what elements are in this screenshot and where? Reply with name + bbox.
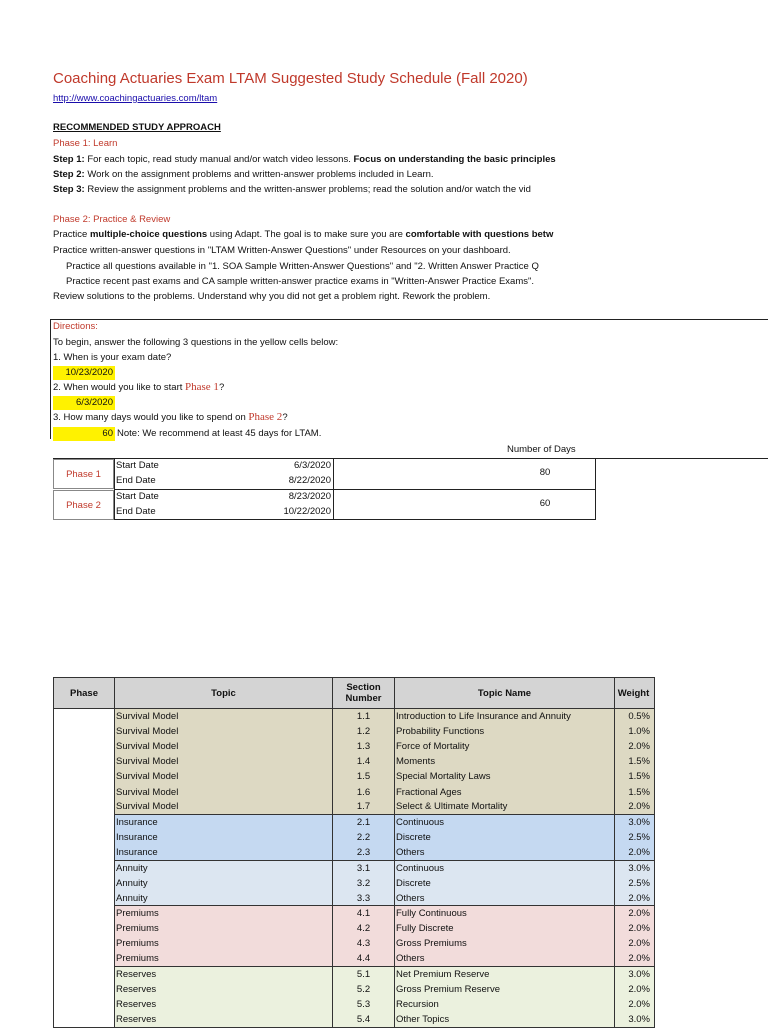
phase1-start-cell[interactable]	[53, 396, 115, 410]
number-of-days: 60	[539, 498, 551, 509]
phase-cell	[54, 921, 115, 936]
weight-cell: 2.0%	[615, 997, 655, 1012]
q2-suffix: ?	[218, 382, 225, 393]
topic-cell: Annuity	[115, 876, 333, 891]
topic-name-cell: Others	[395, 845, 615, 860]
section-cell: 3.3	[333, 891, 395, 906]
website-link[interactable]: http://www.coachingactuaries.com/ltam	[53, 93, 218, 104]
table-row	[54, 860, 655, 875]
number-of-days: 80	[539, 467, 551, 478]
header-weight: Weight	[615, 678, 655, 709]
phase-cell	[54, 860, 115, 875]
q2-prefix: 2. When would you like to start	[53, 382, 186, 393]
p2-line1-c: using Adapt. The goal is to make sure you are	[207, 229, 406, 240]
topic-name-cell: Select & Ultimate Mortality	[395, 800, 615, 815]
phase-cell	[54, 754, 115, 769]
table-row	[54, 784, 655, 799]
table-row	[54, 709, 655, 724]
step2-text: Work on the assignment problems and written-answer problems included in Learn.	[84, 169, 434, 180]
directions-top-border	[50, 319, 768, 320]
phase-cell	[54, 815, 115, 830]
topic-name-cell: Fully Discrete	[395, 921, 615, 936]
topic-name-cell: Other Topics	[395, 1012, 615, 1027]
start-label: Start Date	[116, 491, 159, 502]
phase-cell	[54, 845, 115, 860]
phase-table-bottom-border	[53, 519, 595, 520]
topic-name-cell: Introduction to Life Insurance and Annuity	[395, 709, 615, 724]
weight-cell: 2.0%	[615, 739, 655, 754]
phase-cell	[54, 739, 115, 754]
p2-line1-a: Practice	[53, 229, 90, 240]
section-cell: 4.2	[333, 921, 395, 936]
phase-cell	[54, 952, 115, 967]
section-cell: 1.7	[333, 800, 395, 815]
section-cell: 1.1	[333, 709, 395, 724]
table-row	[54, 906, 655, 921]
phase-cell	[54, 784, 115, 799]
q3-suffix: ?	[282, 412, 288, 423]
weight-cell: 0.5%	[615, 709, 655, 724]
section-cell: 4.4	[333, 952, 395, 967]
step1-line	[53, 154, 556, 165]
phase-cell	[54, 906, 115, 921]
table-row	[54, 754, 655, 769]
weight-cell: 3.0%	[615, 860, 655, 875]
weight-cell: 2.0%	[615, 906, 655, 921]
header-phase: Phase	[54, 678, 115, 709]
weight-cell: 2.0%	[615, 891, 655, 906]
schedule-table	[53, 677, 655, 1028]
table-row	[54, 891, 655, 906]
phase2-line1	[53, 229, 553, 240]
question-1: 1. When is your exam date?	[53, 352, 172, 363]
directions-heading: Directions:	[53, 321, 98, 332]
weight-cell: 1.5%	[615, 754, 655, 769]
topic-cell: Annuity	[115, 860, 333, 875]
exam-date-value: 10/23/2020	[65, 367, 113, 378]
phase2-days-cell[interactable]	[53, 427, 115, 441]
section-cell: 1.6	[333, 784, 395, 799]
topic-name-cell: Others	[395, 891, 615, 906]
end-date: 8/22/2020	[288, 475, 331, 486]
start-date: 6/3/2020	[294, 460, 331, 471]
weight-cell: 2.5%	[615, 830, 655, 845]
phase-table-right-border	[595, 458, 596, 520]
step3-line	[53, 184, 531, 195]
table-row	[54, 876, 655, 891]
topic-cell: Survival Model	[115, 724, 333, 739]
section-cell: 1.5	[333, 769, 395, 784]
weight-cell: 2.0%	[615, 952, 655, 967]
topic-cell: Reserves	[115, 997, 333, 1012]
end-label: End Date	[116, 506, 156, 517]
table-row	[54, 921, 655, 936]
q3-phase: Phase 2	[248, 411, 283, 423]
topic-cell: Insurance	[115, 830, 333, 845]
exam-date-cell[interactable]	[53, 366, 115, 380]
table-row	[54, 769, 655, 784]
topic-cell: Reserves	[115, 982, 333, 997]
table-row	[54, 830, 655, 845]
topic-name-cell: Force of Mortality	[395, 739, 615, 754]
phase2-heading: Phase 2: Practice & Review	[53, 214, 171, 225]
topic-name-cell: Discrete	[395, 830, 615, 845]
page-title: Coaching Actuaries Exam LTAM Suggested Study Schedule (Fall 2020)	[53, 70, 528, 87]
weight-cell: 2.0%	[615, 936, 655, 951]
topic-name-cell: Probability Functions	[395, 724, 615, 739]
topic-cell: Reserves	[115, 967, 333, 982]
phase-label: Phase 1	[53, 459, 114, 489]
step1-label: Step 1:	[53, 154, 85, 165]
topic-cell: Annuity	[115, 891, 333, 906]
directions-left-border	[50, 319, 51, 439]
phase2-line4: Practice recent past exams and CA sample written-answer practice exams in "Written-Answer Practice Exams".	[66, 276, 535, 287]
weight-cell: 3.0%	[615, 815, 655, 830]
step1-bold: Focus on understanding the basic principles	[353, 154, 556, 165]
weight-cell: 2.0%	[615, 800, 655, 815]
topic-name-cell: Net Premium Reserve	[395, 967, 615, 982]
topic-cell: Survival Model	[115, 784, 333, 799]
weight-cell: 2.0%	[615, 845, 655, 860]
phase2-days-value: 60	[102, 428, 113, 439]
q3-prefix: 3. How many days would you like to spend on	[53, 412, 249, 423]
start-label: Start Date	[116, 460, 159, 471]
section-cell: 4.1	[333, 906, 395, 921]
phase-cell	[54, 709, 115, 724]
topic-name-cell: Fully Continuous	[395, 906, 615, 921]
topic-cell: Insurance	[115, 815, 333, 830]
approach-heading: RECOMMENDED STUDY APPROACH	[53, 122, 221, 133]
section-cell: 2.2	[333, 830, 395, 845]
p2-line1-d: comfortable with questions betw	[405, 229, 554, 240]
phase-cell	[54, 800, 115, 815]
topic-cell: Premiums	[115, 952, 333, 967]
phase-cell	[54, 876, 115, 891]
schedule-body	[54, 709, 655, 1028]
topic-cell: Premiums	[115, 906, 333, 921]
recommendation-note: Note: We recommend at least 45 days for LTAM.	[117, 428, 322, 439]
topic-cell: Survival Model	[115, 739, 333, 754]
end-label: End Date	[116, 475, 156, 486]
section-cell: 5.2	[333, 982, 395, 997]
phase2-line2: Practice written-answer questions in "LTAM Written-Answer Questions" under Resources on your dashboard.	[53, 245, 511, 256]
q2-phase: Phase 1	[185, 381, 219, 393]
phase-table-divider	[114, 489, 595, 490]
table-row	[54, 724, 655, 739]
table-row	[54, 967, 655, 982]
table-row	[54, 739, 655, 754]
phase1-heading: Phase 1: Learn	[53, 138, 118, 149]
table-row	[54, 845, 655, 860]
topic-cell: Survival Model	[115, 800, 333, 815]
section-cell: 5.1	[333, 967, 395, 982]
question-2	[53, 381, 224, 393]
phase2-line3: Practice all questions available in "1. SOA Sample Written-Answer Questions" and "2. Written Answer Practice Q	[66, 261, 539, 272]
phase-label: Phase 2	[53, 490, 114, 520]
weight-cell: 2.0%	[615, 982, 655, 997]
step3-text: Review the assignment problems and the written-answer problems; read the solution and/or watch the vid	[84, 184, 531, 195]
topic-name-cell: Continuous	[395, 815, 615, 830]
phase-cell	[54, 982, 115, 997]
section-cell: 3.1	[333, 860, 395, 875]
step1-text: For each topic, read study manual and/or watch video lessons.	[84, 154, 354, 165]
topic-name-cell: Gross Premiums	[395, 936, 615, 951]
topic-name-cell: Fractional Ages	[395, 784, 615, 799]
section-cell: 5.4	[333, 1012, 395, 1027]
topic-name-cell: Gross Premium Reserve	[395, 982, 615, 997]
topic-name-cell: Others	[395, 952, 615, 967]
header-topic: Topic	[115, 678, 333, 709]
table-row	[54, 800, 655, 815]
step3-label: Step 3:	[53, 184, 85, 195]
phase-table-top-border	[53, 458, 768, 459]
phase-cell	[54, 1012, 115, 1027]
weight-cell: 1.5%	[615, 769, 655, 784]
header-topic-name: Topic Name	[395, 678, 615, 709]
phase-cell	[54, 967, 115, 982]
table-row	[54, 1012, 655, 1027]
end-date: 10/22/2020	[283, 506, 331, 517]
phase-cell	[54, 769, 115, 784]
phase1-start-value: 6/3/2020	[76, 397, 113, 408]
weight-cell: 2.5%	[615, 876, 655, 891]
weight-cell: 2.0%	[615, 921, 655, 936]
table-row	[54, 982, 655, 997]
topic-name-cell: Recursion	[395, 997, 615, 1012]
topic-cell: Survival Model	[115, 709, 333, 724]
start-date: 8/23/2020	[288, 491, 331, 502]
weight-cell: 1.0%	[615, 724, 655, 739]
table-row	[54, 936, 655, 951]
days-header: Number of Days	[507, 444, 576, 455]
topic-name-cell: Continuous	[395, 860, 615, 875]
topic-name-cell: Discrete	[395, 876, 615, 891]
weight-cell: 1.5%	[615, 784, 655, 799]
section-cell: 1.3	[333, 739, 395, 754]
step2-label: Step 2:	[53, 169, 85, 180]
section-cell: 2.1	[333, 815, 395, 830]
weight-cell: 3.0%	[615, 967, 655, 982]
topic-cell: Insurance	[115, 845, 333, 860]
topic-cell: Premiums	[115, 936, 333, 951]
section-cell: 2.3	[333, 845, 395, 860]
topic-cell: Survival Model	[115, 769, 333, 784]
section-cell: 5.3	[333, 997, 395, 1012]
schedule-header-row	[54, 678, 655, 709]
weight-cell: 3.0%	[615, 1012, 655, 1027]
phase-cell	[54, 997, 115, 1012]
phase-cell	[54, 830, 115, 845]
phase2-line5: Review solutions to the problems. Understand why you did not get a problem right. Rework the problem.	[53, 291, 491, 302]
header-section: Section Number	[333, 678, 395, 709]
directions-intro: To begin, answer the following 3 questions in the yellow cells below:	[53, 337, 339, 348]
section-cell: 3.2	[333, 876, 395, 891]
phase-cell	[54, 936, 115, 951]
topic-cell: Survival Model	[115, 754, 333, 769]
topic-cell: Reserves	[115, 1012, 333, 1027]
topic-cell: Premiums	[115, 921, 333, 936]
phase-cell	[54, 724, 115, 739]
table-row	[54, 997, 655, 1012]
table-row	[54, 815, 655, 830]
section-cell: 1.2	[333, 724, 395, 739]
section-cell: 4.3	[333, 936, 395, 951]
question-3	[53, 411, 288, 423]
topic-name-cell: Moments	[395, 754, 615, 769]
step2-line	[53, 169, 434, 180]
topic-name-cell: Special Mortality Laws	[395, 769, 615, 784]
table-row	[54, 952, 655, 967]
section-cell: 1.4	[333, 754, 395, 769]
p2-line1-b: multiple-choice questions	[89, 229, 208, 240]
phase-cell	[54, 891, 115, 906]
